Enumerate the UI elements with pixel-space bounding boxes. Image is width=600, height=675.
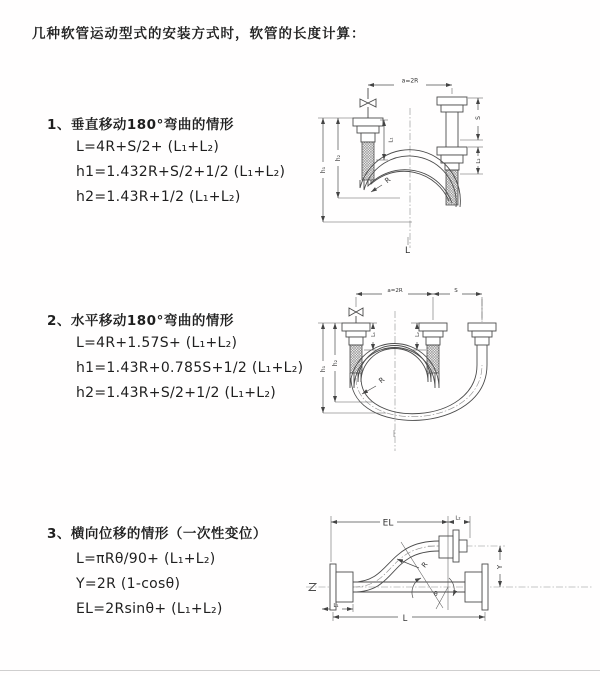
diagram-horizontal-180-bend xyxy=(298,283,590,461)
right-fitting-displaced xyxy=(468,323,496,365)
dim-l2-label: L₂ xyxy=(415,332,421,337)
dim-radius-label: R xyxy=(383,175,393,186)
dim-span-label: a=2R xyxy=(387,288,403,294)
right-flange-original xyxy=(465,564,488,610)
dim-span-label: a=2R xyxy=(401,77,419,85)
section-1-formula-h2: h2=1.43R+1/2 (L₁+L₂) xyxy=(76,189,241,205)
dim-length-label: L xyxy=(405,246,411,256)
section-1-heading: 1、垂直移动180°弯曲的情形 xyxy=(47,117,234,133)
dim-angle-label: θ xyxy=(434,591,438,598)
diagram-lateral-displacement xyxy=(300,490,600,648)
dim-l1-label: L₁ xyxy=(371,332,377,337)
dim-h2-label: h₂ xyxy=(332,359,339,367)
page-bottom-edge xyxy=(0,670,600,671)
section-1-formula-h1: h1=1.432R+S/2+1/2 (L₁+L₂) xyxy=(76,164,286,180)
section-3-formula-Y: Y=2R (1-cosθ) xyxy=(76,576,181,592)
section-3-formula-EL: EL=2Rsinθ+ (L₁+L₂) xyxy=(76,601,223,617)
dim-l2-label: L₂ xyxy=(455,515,461,522)
dim-h2-label: h₂ xyxy=(335,154,342,162)
section-1-formula-L: L=4R+S/2+ (L₁+L₂) xyxy=(76,139,220,155)
dim-l1-label: L₁ xyxy=(333,603,339,609)
dim-stroke-label: S xyxy=(475,116,482,120)
dim-length-label: L xyxy=(402,614,408,624)
section-2-formula-h1: h1=1.43R+0.785S+1/2 (L₁+L₂) xyxy=(76,360,304,376)
dimensions xyxy=(322,516,504,625)
dim-l2-label: L₂ xyxy=(476,158,482,164)
dim-h1-label: h₁ xyxy=(320,365,327,373)
dim-stroke-label: S xyxy=(454,288,458,294)
section-2-formula-L: L=4R+1.57S+ (L₁+L₂) xyxy=(76,335,238,351)
dim-l1-label: L₁ xyxy=(388,137,395,143)
dim-radius-label: R xyxy=(377,375,387,386)
section-2-heading: 2、水平移动180°弯曲的情形 xyxy=(47,313,234,329)
section-3-heading: 3、横向位移的情形（一次性变位） xyxy=(47,526,267,542)
section-3-formula-L: L=πRθ/90+ (L₁+L₂) xyxy=(76,551,216,567)
dim-radius-label: R xyxy=(420,560,430,570)
upper-flange-displaced xyxy=(439,530,467,562)
dim-h1-label: h₁ xyxy=(320,166,327,174)
centerlines xyxy=(356,299,482,451)
hose-curves xyxy=(350,344,487,421)
diagram-vertical-180-bend xyxy=(302,70,587,260)
dim-offset-label: Y xyxy=(496,564,504,570)
section-2-formula-h2: h2=1.43R+S/2+1/2 (L₁+L₂) xyxy=(76,385,277,401)
dim-el-label: EL xyxy=(382,518,394,529)
page-title: 几种软管运动型式的安装方式时，软管的长度计算： xyxy=(32,26,366,42)
valve-symbol xyxy=(349,308,363,323)
dimensions xyxy=(318,288,482,437)
